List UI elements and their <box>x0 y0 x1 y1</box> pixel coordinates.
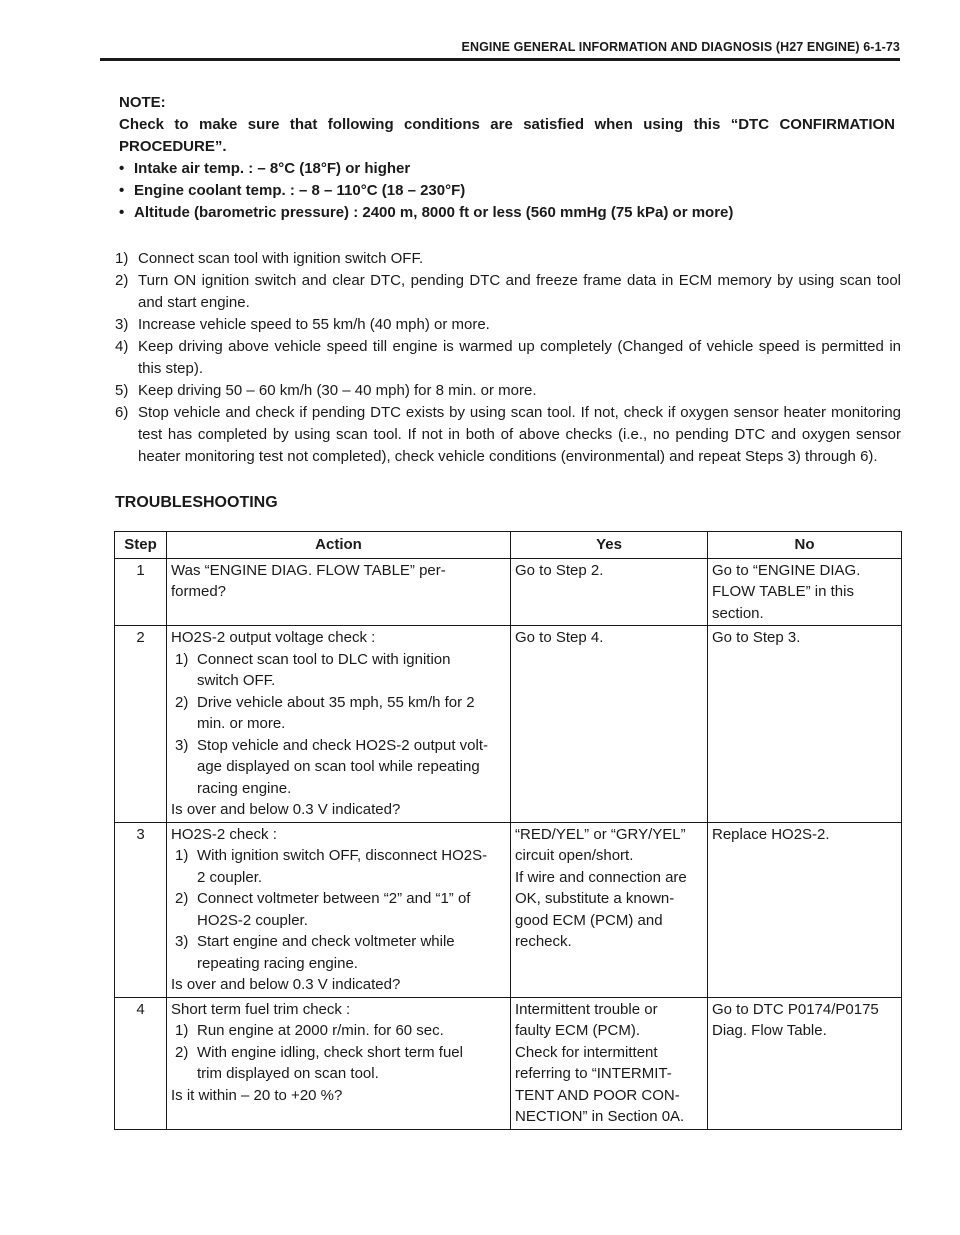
action-substep <box>171 931 506 974</box>
step-number: 2 <box>115 626 167 823</box>
procedure-step <box>115 248 901 270</box>
table-header-row <box>115 532 902 559</box>
substep-text: With ignition switch OFF, disconnect HO2S- <box>197 847 488 864</box>
yes-cell <box>511 626 708 823</box>
substep-number: 2) <box>175 890 189 907</box>
procedure-step-number: 1) <box>115 250 129 267</box>
note-condition-text: Engine coolant temp. : – 8 – 110°C (18 – 230°F) <box>134 182 466 199</box>
substep-number: 2) <box>175 693 189 711</box>
action-cell <box>167 822 511 997</box>
substep-text: HO2S-2 coupler. <box>197 911 308 929</box>
note-box <box>119 92 895 224</box>
yes-text: Check for intermittent <box>515 1043 658 1061</box>
substep-number: 1) <box>175 650 189 668</box>
action-cell <box>167 626 511 823</box>
action-substep <box>171 649 506 692</box>
yes-text: circuit open/short. <box>515 847 634 864</box>
yes-text: Go to Step 2. <box>515 561 604 579</box>
no-cell <box>708 822 902 997</box>
procedure-step-text: Keep driving 50 – 60 km/h (30 – 40 mph) for 8 min. or more. <box>138 382 537 399</box>
yes-text: faulty ECM (PCM). <box>515 1022 641 1039</box>
substep-number: 2) <box>175 1043 189 1061</box>
substep-number: 3) <box>175 933 189 950</box>
procedure-step-number: 2) <box>115 272 129 289</box>
note-text: Check to make sure that following conditions are satisfied when using this “DTC CONFIRMATION PROCEDURE”. <box>119 116 895 155</box>
no-cell <box>708 558 902 626</box>
yes-text: referring to “INTERMIT- <box>515 1065 672 1082</box>
substep-text: racing engine. <box>197 779 292 797</box>
header-rule <box>100 58 900 61</box>
action-substep <box>171 1042 506 1085</box>
action-text: formed? <box>171 583 227 600</box>
procedure-step-text: Keep driving above vehicle speed till engine is warmed up completely (Changed of vehicle speed is permitted in this step). <box>138 338 901 377</box>
yes-text: Go to Step 4. <box>515 629 604 646</box>
procedure-step <box>115 402 901 468</box>
substep-text: switch OFF. <box>197 672 276 689</box>
action-text: HO2S-2 output voltage check : <box>171 629 376 646</box>
action-substep <box>171 888 506 931</box>
bullet-icon: • <box>119 182 125 199</box>
action-substep <box>171 845 506 888</box>
no-text: Diag. Flow Table. <box>712 1022 827 1039</box>
bullet-icon: • <box>119 160 125 177</box>
action-question: Is over and below 0.3 V indicated? <box>171 976 401 993</box>
no-text: Go to DTC P0174/P0175 <box>712 1000 879 1018</box>
section-title: TROUBLESHOOTING <box>115 494 278 511</box>
substep-text: min. or more. <box>197 715 286 732</box>
substep-text: age displayed on scan tool while repeating <box>197 758 480 775</box>
substep-text: trim displayed on scan tool. <box>197 1065 379 1082</box>
yes-cell <box>511 997 708 1129</box>
substep-number: 3) <box>175 736 189 754</box>
substep-text: Start engine and check voltmeter while <box>197 933 455 950</box>
no-text: section. <box>712 604 764 622</box>
action-substep <box>171 1020 506 1042</box>
substep-text: Run engine at 2000 r/min. for 60 sec. <box>197 1022 444 1039</box>
procedure-step <box>115 380 901 402</box>
step-number: 4 <box>115 997 167 1129</box>
procedure-step-text: Increase vehicle speed to 55 km/h (40 mph) or more. <box>138 316 490 333</box>
note-label: NOTE: <box>119 94 166 111</box>
procedure-step-number: 4) <box>115 338 129 355</box>
table-row <box>115 822 902 997</box>
no-text: Go to Step 3. <box>712 629 801 646</box>
yes-text: “RED/YEL” or “GRY/YEL” <box>515 825 686 843</box>
no-cell <box>708 997 902 1129</box>
yes-text: If wire and connection are <box>515 868 687 886</box>
action-text: Was “ENGINE DIAG. FLOW TABLE” per- <box>171 561 446 579</box>
yes-text: recheck. <box>515 933 572 950</box>
action-substep <box>171 735 506 800</box>
step-number: 3 <box>115 822 167 997</box>
yes-text: TENT AND POOR CON- <box>515 1086 680 1104</box>
procedure-step <box>115 336 901 380</box>
action-cell <box>167 558 511 626</box>
action-text: HO2S-2 check : <box>171 825 277 843</box>
substep-text: Connect voltmeter between “2” and “1” of <box>197 890 471 907</box>
bullet-icon: • <box>119 204 125 221</box>
yes-text: OK, substitute a known- <box>515 890 675 907</box>
step-number: 1 <box>115 558 167 626</box>
substep-text: Stop vehicle and check HO2S-2 output volt- <box>197 736 488 754</box>
action-text: Short term fuel trim check : <box>171 1000 351 1018</box>
no-cell <box>708 626 902 823</box>
procedure-step <box>115 270 901 314</box>
procedure-step-text: Connect scan tool with ignition switch OFF. <box>138 250 424 267</box>
confirmation-procedure <box>115 248 901 468</box>
procedure-step-number: 6) <box>115 404 129 421</box>
note-condition-text: Altitude (barometric pressure) : 2400 m, 8000 ft or less (560 mmHg (75 kPa) or more) <box>134 204 734 221</box>
yes-text: Intermittent trouble or <box>515 1000 658 1018</box>
no-text: Replace HO2S-2. <box>712 825 830 843</box>
substep-text: Drive vehicle about 35 mph, 55 km/h for 2 <box>197 693 475 711</box>
action-substep <box>171 692 506 735</box>
substep-number: 1) <box>175 847 189 864</box>
page-header: ENGINE GENERAL INFORMATION AND DIAGNOSIS (H27 ENGINE) 6-1-73 <box>461 40 900 54</box>
note-condition <box>119 158 895 180</box>
troubleshooting-table <box>114 531 902 1130</box>
action-cell <box>167 997 511 1129</box>
substep-number: 1) <box>175 1022 189 1039</box>
column-header-no: No <box>708 532 902 559</box>
column-header-yes: Yes <box>511 532 708 559</box>
procedure-step-number: 5) <box>115 382 129 399</box>
yes-text: NECTION” in Section 0A. <box>515 1108 685 1125</box>
procedure-step-number: 3) <box>115 316 129 333</box>
column-header-action: Action <box>167 532 511 559</box>
substep-text: repeating racing engine. <box>197 954 358 972</box>
action-question: Is over and below 0.3 V indicated? <box>171 801 401 818</box>
column-header-step: Step <box>115 532 167 559</box>
table-row <box>115 558 902 626</box>
procedure-step-text: Turn ON ignition switch and clear DTC, pending DTC and freeze frame data in ECM memory by using scan tool and start engine. <box>138 272 901 311</box>
substep-text: With engine idling, check short term fuel <box>197 1043 463 1061</box>
no-text: Go to “ENGINE DIAG. <box>712 561 861 579</box>
note-condition <box>119 202 895 224</box>
yes-text: good ECM (PCM) and <box>515 911 663 929</box>
note-conditions <box>119 158 895 224</box>
yes-cell <box>511 822 708 997</box>
note-condition-text: Intake air temp. : – 8°C (18°F) or higher <box>134 160 411 177</box>
no-text: FLOW TABLE” in this <box>712 583 854 600</box>
substep-text: 2 coupler. <box>197 868 263 886</box>
table-row <box>115 997 902 1129</box>
procedure-step-text: Stop vehicle and check if pending DTC exists by using scan tool. If not, check if oxygen sensor heater monitoring test has completed by using scan tool. If not in both of above checks (i.e., no pending DTC and oxygen sensor heater monitoring test not completed), check vehicle conditions (environmental) and repeat Steps 3) through 6). <box>138 404 901 465</box>
action-question: Is it within – 20 to +20 %? <box>171 1086 343 1104</box>
note-condition <box>119 180 895 202</box>
procedure-step <box>115 314 901 336</box>
substep-text: Connect scan tool to DLC with ignition <box>197 650 451 668</box>
yes-cell <box>511 558 708 626</box>
table-row <box>115 626 902 823</box>
